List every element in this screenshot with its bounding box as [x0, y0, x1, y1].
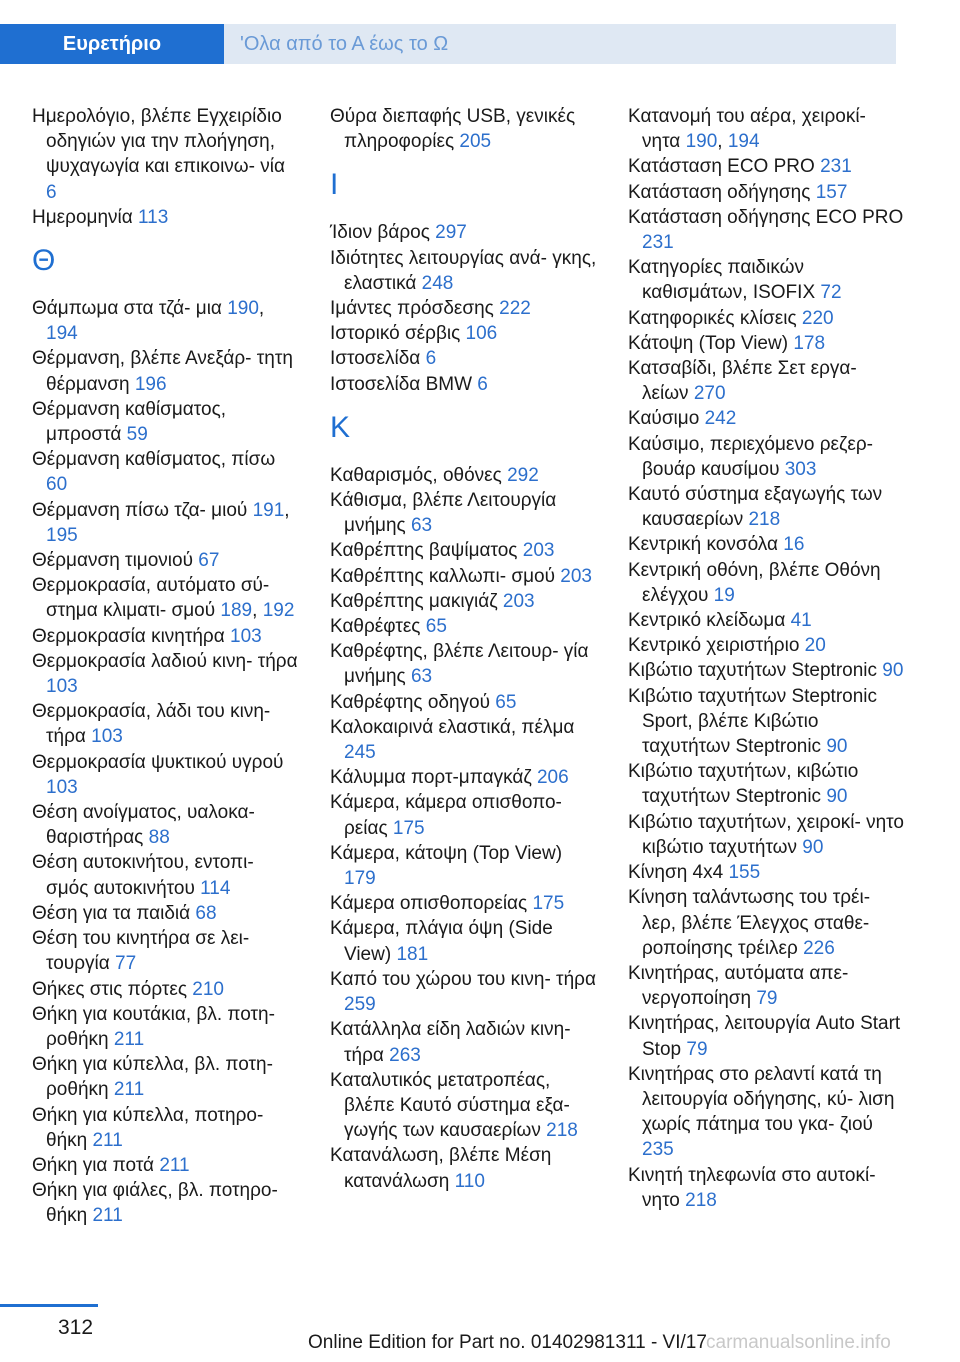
index-entry [628, 810, 904, 860]
page-link[interactable]: 231 [642, 232, 674, 254]
index-entry [330, 765, 598, 790]
index-entry [628, 255, 904, 305]
index-entry [330, 1143, 598, 1193]
page-link[interactable]: 103 [91, 726, 123, 748]
tab-a-to-z[interactable]: 'Ολα από το Α έως το Ω [224, 24, 896, 64]
index-entry [628, 306, 904, 331]
index-entry [330, 639, 598, 689]
page-link[interactable]: 16 [783, 534, 805, 556]
page-link[interactable]: 190 [227, 298, 259, 320]
index-entry [330, 538, 598, 563]
index-entry [628, 658, 904, 683]
index-entry [330, 841, 598, 891]
index-entry-text: Θήκη για κουτάκια, βλ. ποτη‐ ροθήκη [32, 1003, 275, 1050]
index-entry: Θερμοκρασία, αυτόματο σύ‐ στημα κλιματι‐ σμού 189, 192 [32, 575, 295, 622]
index-entry [628, 482, 904, 532]
index-entry [628, 356, 904, 406]
tab-index[interactable]: Ευρετήριο [0, 24, 224, 64]
index-entry [628, 558, 904, 608]
index-entry [32, 1103, 300, 1153]
index-entry-text: Κατανομή του αέρα, χειροκί‐ νητα [628, 106, 866, 153]
page-link[interactable]: 88 [148, 827, 170, 849]
page-link[interactable]: 196 [134, 373, 167, 395]
page-link[interactable]: 68 [195, 902, 217, 924]
index-entry [628, 608, 904, 633]
page-link[interactable]: 220 [801, 307, 834, 329]
page-link[interactable]: 191 [252, 499, 285, 521]
index-entry [330, 488, 598, 538]
index-entry-text: Θήκη για φιάλες, βλ. ποτηρο‐ θήκη [32, 1180, 278, 1227]
index-entry [32, 850, 300, 900]
page-link[interactable]: 114 [200, 877, 231, 899]
index-entry [330, 564, 598, 589]
page-link[interactable]: 79 [756, 988, 778, 1010]
index-entry-text: Θέρμανση καθίσματος, μπροστά [32, 398, 226, 446]
page-link[interactable]: 90 [826, 786, 848, 808]
page-link[interactable]: 77 [115, 953, 137, 975]
edition-note: Online Edition for Part no. 01402981311 - VI/17 [308, 1332, 707, 1353]
index-entry [628, 1062, 904, 1163]
page-link[interactable]: 245 [344, 742, 376, 764]
index-entry [32, 548, 300, 573]
index-entry [330, 220, 598, 245]
footer-accent-line [0, 1304, 98, 1307]
index-entry-text: Ιστορικό σέρβις [330, 323, 461, 345]
index-entry-text: Θάμπωμα στα τζά‐ μια [32, 298, 222, 320]
page-number: 312 [58, 1316, 94, 1339]
index-entry-text: Ίδιον βάρος [330, 222, 430, 244]
index-entry-text: Ιδιότητες λειτουργίας ανά‐ γκης, ελαστικά [330, 247, 597, 294]
index-entry [330, 715, 598, 765]
index-entry-text: Θέρμανση, βλέπε Ανεξάρ‐ τητη θέρμανση [32, 348, 293, 395]
index-entry [32, 977, 300, 1002]
index-entry-text: Θέρμανση πίσω τζα‐ μιού [32, 499, 248, 521]
index-entry-text: Θερμοκρασία, αυτόματο σύ‐ στημα κλιματι‐ σμού [32, 575, 270, 622]
index-entry [32, 346, 300, 396]
page-link[interactable]: 211 [159, 1154, 190, 1176]
index-entry [32, 1002, 300, 1052]
index-entry [330, 296, 598, 321]
index-entry-text: Θέση αυτοκινήτου, εντοπι‐ σμός αυτοκινήτου [32, 852, 254, 899]
index-entry-text: Κιβώτιο ταχυτήτων Steptronic Sport, βλέπε Κιβώτιο ταχυτήτων Steptronic [628, 685, 878, 758]
index-entry-text: Κινητή τηλεφωνία στο αυτοκί‐ νητο [628, 1164, 876, 1211]
index-entry [330, 372, 598, 397]
index-entry-text: Καλοκαιρινά ελαστικά, πέλμα [330, 716, 575, 738]
page-link[interactable]: 259 [344, 994, 376, 1016]
index-entry-text: Θέρμανση καθίσματος, πίσω [32, 449, 276, 471]
index-entry-text: Κάμερα οπισθοπορείας [330, 893, 528, 915]
page-link[interactable]: 211 [113, 1079, 145, 1101]
index-entry [32, 926, 300, 976]
index-entry [32, 104, 300, 205]
index-entry-text: Θερμοκρασία λαδιού κινη‐ τήρα [32, 650, 298, 672]
page-link[interactable]: 194 [46, 323, 78, 345]
page-link[interactable]: 63 [410, 666, 433, 688]
index-entry-text: Ιστοσελίδα [330, 348, 421, 370]
page-link[interactable]: 67 [198, 550, 220, 572]
page-link[interactable]: 303 [784, 458, 817, 480]
index-entry [32, 1052, 300, 1102]
index-entry [32, 447, 300, 497]
page-link[interactable]: 72 [820, 282, 842, 304]
index-entry-text: Θερμοκρασία, λάδι του κινη‐ τήρα [32, 701, 271, 748]
index-entry-text: Θύρα διεπαφής USB, γενικές πληροφορίες [330, 106, 576, 153]
index-entry-text: Ιστοσελίδα BMW [330, 373, 472, 395]
index-entry-text: Θήκη για κύπελλα, βλ. ποτη‐ ροθήκη [32, 1054, 273, 1101]
index-entry-text: Κάτοψη (Top View) [628, 332, 789, 354]
index-entry [330, 463, 598, 488]
index-entry: Θάμπωμα στα τζά‐ μια 190, 194 [32, 298, 265, 345]
page-link[interactable]: 79 [686, 1038, 708, 1060]
index-entry-text: Κεντρικό κλείδωμα [628, 610, 786, 632]
index-entry-text: Θέρμανση τιμονιού [32, 550, 193, 572]
index-entry [32, 1178, 300, 1228]
index-entry-text: Καύσιμο [628, 408, 700, 430]
index-entry [330, 321, 598, 346]
page-link[interactable]: 194 [727, 131, 760, 153]
index-entry-text: Καπό του χώρου του κινη‐ τήρα [330, 968, 596, 990]
page-link[interactable]: 231 [820, 156, 852, 178]
index-entry-text: Κατάλληλα είδη λαδιών κινη‐ τήρα [330, 1019, 571, 1066]
page-link[interactable]: 192 [262, 600, 295, 622]
index-entry-text: Κινητήρας στο ρελαντί κατά τη λειτουργία οδήγησης, κύ‐ λιση χωρίς πάτημα του γκα‐ ζιού [628, 1063, 895, 1136]
page-link[interactable]: 103 [46, 676, 78, 698]
page-link[interactable]: 113 [138, 206, 169, 228]
page-link[interactable]: 263 [389, 1044, 421, 1066]
page-link[interactable]: 218 [748, 509, 781, 531]
index-entry-text: Κινητήρας, αυτόματα απε‐ νεργοποίηση [628, 962, 849, 1010]
page-link[interactable]: 242 [704, 408, 737, 430]
page-link[interactable]: 292 [507, 464, 539, 486]
index-entry-text: Θέση για τα παιδιά [32, 902, 191, 924]
index-entry [628, 961, 904, 1011]
index-entry-text: Κατηφορικές κλίσεις [628, 307, 797, 329]
page-link[interactable]: 210 [192, 978, 224, 1000]
index-entry [628, 331, 904, 356]
page-link[interactable]: 248 [421, 272, 454, 294]
index-entry [628, 633, 904, 658]
index-entry [628, 432, 904, 482]
index-entry [32, 397, 300, 447]
index-entry-text: Θήκες στις πόρτες [32, 978, 187, 1000]
index-entry-text: Κάθισμα, βλέπε Λειτουργία μνήμης [330, 490, 557, 537]
index-entry [32, 699, 300, 749]
page-link[interactable]: 297 [435, 222, 467, 244]
index-entry-text: Καθρέφτες [330, 616, 421, 638]
index-entry-text: Κεντρικό χειριστήριο [628, 635, 800, 657]
index-entry-text: Θήκη για κύπελλα, ποτηρο‐ θήκη [32, 1104, 264, 1151]
index-entry-text: Κεντρική κονσόλα [628, 534, 778, 556]
index-entry-text: Κιβώτιο ταχυτήτων, κιβώτιο ταχυτήτων Steptronic [628, 761, 859, 808]
index-entry [628, 885, 904, 961]
index-entry-text: Κάλυμμα πορτ-μπαγκάζ [330, 767, 532, 789]
index-entry-text: Κατσαβίδι, βλέπε Σετ εργα‐ λείων [628, 358, 857, 405]
page-link[interactable]: 90 [882, 660, 904, 682]
index-entry [32, 1153, 300, 1178]
index-entry-text: Καθρέφτης, βλέπε Λειτουρ‐ γία μνήμης [330, 641, 589, 688]
page-link[interactable]: 103 [46, 776, 78, 798]
index-entry-text: Κατηγορίες παιδικών καθισμάτων, ISOFIX [628, 257, 816, 304]
index-entry [330, 346, 598, 371]
page-link[interactable]: 157 [815, 181, 848, 203]
page-link[interactable]: 155 [728, 862, 761, 884]
index-entry-text: Θερμοκρασία ψυκτικού υγρού [32, 751, 284, 773]
page-link[interactable]: 106 [465, 323, 498, 345]
index-entry-text: Καυτό σύστημα εξαγωγής των καυσαερίων [628, 484, 883, 531]
index-entry-text: Κάμερα, κάτοψη (Top View) [330, 842, 563, 864]
page-link[interactable]: 222 [499, 298, 531, 320]
page-link[interactable]: 270 [693, 383, 726, 405]
index-entry-text: Καθρέπτης μακιγιάζ [330, 590, 498, 612]
index-entry-text: Καθρέπτης βαψίματος [330, 540, 518, 562]
index-entry [628, 180, 904, 205]
page-link[interactable]: 226 [803, 937, 835, 959]
page-link[interactable]: 59 [126, 424, 148, 446]
page-link[interactable]: 181 [396, 943, 429, 965]
page-link[interactable]: 179 [344, 868, 376, 890]
index-entry [628, 532, 904, 557]
page-link[interactable]: 175 [532, 893, 565, 915]
index-entry [628, 1011, 904, 1061]
index-entry-text: Κάμερα, πλάγια όψη (Side View) [330, 918, 553, 965]
page-link[interactable]: 195 [46, 524, 78, 546]
index-entry [628, 1163, 904, 1213]
index-entry [628, 406, 904, 431]
index-column-1 [32, 104, 300, 1229]
page-link[interactable]: 178 [793, 332, 826, 354]
page-link[interactable]: 110 [454, 1170, 485, 1192]
index-entry-text: Κατάσταση οδήγησης [628, 181, 811, 203]
index-entry-text: Καθρέφτης οδηγού [330, 691, 490, 713]
index-entry [628, 759, 904, 809]
index-entry [330, 589, 598, 614]
index-entry [330, 891, 598, 916]
page-link[interactable]: 63 [410, 515, 433, 537]
index-entry-text: Θέση του κινητήρα σε λει‐ τουργία [32, 928, 250, 975]
page-link[interactable]: 218 [685, 1189, 717, 1211]
index-entry [330, 614, 598, 639]
page-link[interactable]: 103 [230, 625, 262, 647]
page-link[interactable]: 6 [425, 348, 437, 370]
page-link[interactable]: 175 [392, 817, 425, 839]
index-letter-heading: Θ [32, 244, 56, 278]
index-entry [330, 790, 598, 840]
index-entry [32, 624, 300, 649]
index-entry [330, 690, 598, 715]
index-entry [32, 800, 300, 850]
page-link[interactable]: 41 [790, 610, 812, 632]
index-entry: Θέρμανση πίσω τζα‐ μιού 191, 195 [32, 499, 290, 546]
index-entry-text: Κεντρική οθόνη, βλέπε Οθόνη ελέγχου [628, 559, 881, 606]
index-entry [32, 750, 300, 800]
watermark: carmanualsonline.info [706, 1332, 891, 1353]
page-link[interactable]: 20 [804, 635, 826, 657]
page-link[interactable]: 211 [92, 1129, 123, 1151]
page-header [0, 0, 960, 64]
index-entry-text: Ιμάντες πρόσδεσης [330, 298, 494, 320]
page-link[interactable]: 19 [713, 584, 735, 606]
index-entry [32, 649, 300, 699]
index-entry [32, 901, 300, 926]
index-entry: Κατανομή του αέρα, χειροκί‐ νητα 190, 194 [628, 106, 866, 153]
page-link[interactable]: 6 [477, 373, 488, 395]
page-link[interactable]: 65 [495, 691, 517, 713]
index-entry [628, 860, 904, 885]
page-link[interactable]: 65 [425, 616, 447, 638]
index-entry [330, 1068, 598, 1144]
page-link[interactable]: 211 [113, 1028, 145, 1050]
index-entry-text: Κιβώτιο ταχυτήτων, χειροκί‐ νητο κιβώτιο ταχυτήτων [628, 811, 904, 858]
page-link[interactable]: 203 [522, 540, 555, 562]
index-entry-text: Ημερολόγιο, βλέπε Εγχειρίδιο οδηγιών για την πλοήγηση, ψυχαγωγία και επικοινω‐ νία [32, 106, 285, 178]
index-entry-text: Κίνηση 4x4 [628, 862, 724, 884]
page-link[interactable]: 203 [560, 565, 592, 587]
index-entry [628, 154, 904, 179]
index-entry [330, 916, 598, 966]
page-link[interactable]: 211 [92, 1205, 123, 1227]
index-entry-text: Κατάσταση οδήγησης ECO PRO [628, 206, 904, 228]
index-entry-text: Καθρέπτης καλλωπι‐ σμού [330, 565, 555, 587]
index-entry-text: Κάμερα, κάμερα οπισθοπο‐ ρείας [330, 792, 562, 839]
index-letter-heading: Ι [330, 168, 339, 202]
index-entry-text: Θερμοκρασία κινητήρα [32, 625, 225, 647]
index-entry-text: Θήκη για ποτά [32, 1154, 155, 1176]
index-entry [628, 205, 904, 255]
index-column-2 [330, 104, 598, 1194]
index-entry [32, 205, 300, 230]
page-link[interactable]: 218 [546, 1120, 578, 1142]
index-entry-text: Καύσιμο, περιεχόμενο ρεζερ‐ βουάρ καυσίμου [628, 433, 873, 480]
index-letter-heading: Κ [330, 410, 351, 444]
index-entry [330, 967, 598, 1017]
index-entry-text: Κίνηση ταλάντωσης του τρέι‐ λερ, βλέπε Έλεγχος σταθε‐ ροποίησης τρέιλερ [628, 887, 871, 959]
index-entry [330, 246, 598, 296]
page-link[interactable]: 205 [459, 131, 492, 153]
index-entry [628, 684, 904, 760]
index-entry-text: Κιβώτιο ταχυτήτων Steptronic [628, 660, 878, 682]
page-link[interactable]: 60 [46, 474, 68, 496]
index-column-3 [628, 104, 904, 1213]
index-entry-text: Καθαρισμός, οθόνες [330, 464, 502, 486]
page-link[interactable]: 235 [642, 1139, 674, 1161]
page-link[interactable]: 6 [46, 181, 57, 203]
page-link[interactable]: 189 [220, 600, 253, 622]
page-link[interactable]: 206 [536, 767, 569, 789]
page-link[interactable]: 90 [826, 736, 848, 758]
index-entry [330, 104, 598, 154]
index-entry-text: Κατανάλωση, βλέπε Μέση κατανάλωση [330, 1145, 552, 1192]
page-link[interactable]: 190 [685, 131, 718, 153]
index-entry-text: Καταλυτικός μετατροπέας, βλέπε Καυτό σύστημα εξα‐ γωγής των καυσαερίων [330, 1069, 570, 1142]
index-entry-text: Κατάσταση ECO PRO [628, 156, 815, 178]
index-entry-text: Θέση ανοίγματος, υαλοκα‐ θαριστήρας [32, 802, 255, 849]
index-entry-text: Ημερομηνία [32, 206, 133, 228]
page-link[interactable]: 90 [802, 836, 824, 858]
index-entry [330, 1017, 598, 1067]
index-entry-text: Κινητήρας, λειτουργία Auto Start Stop [628, 1013, 901, 1060]
page-link[interactable]: 203 [502, 590, 535, 612]
